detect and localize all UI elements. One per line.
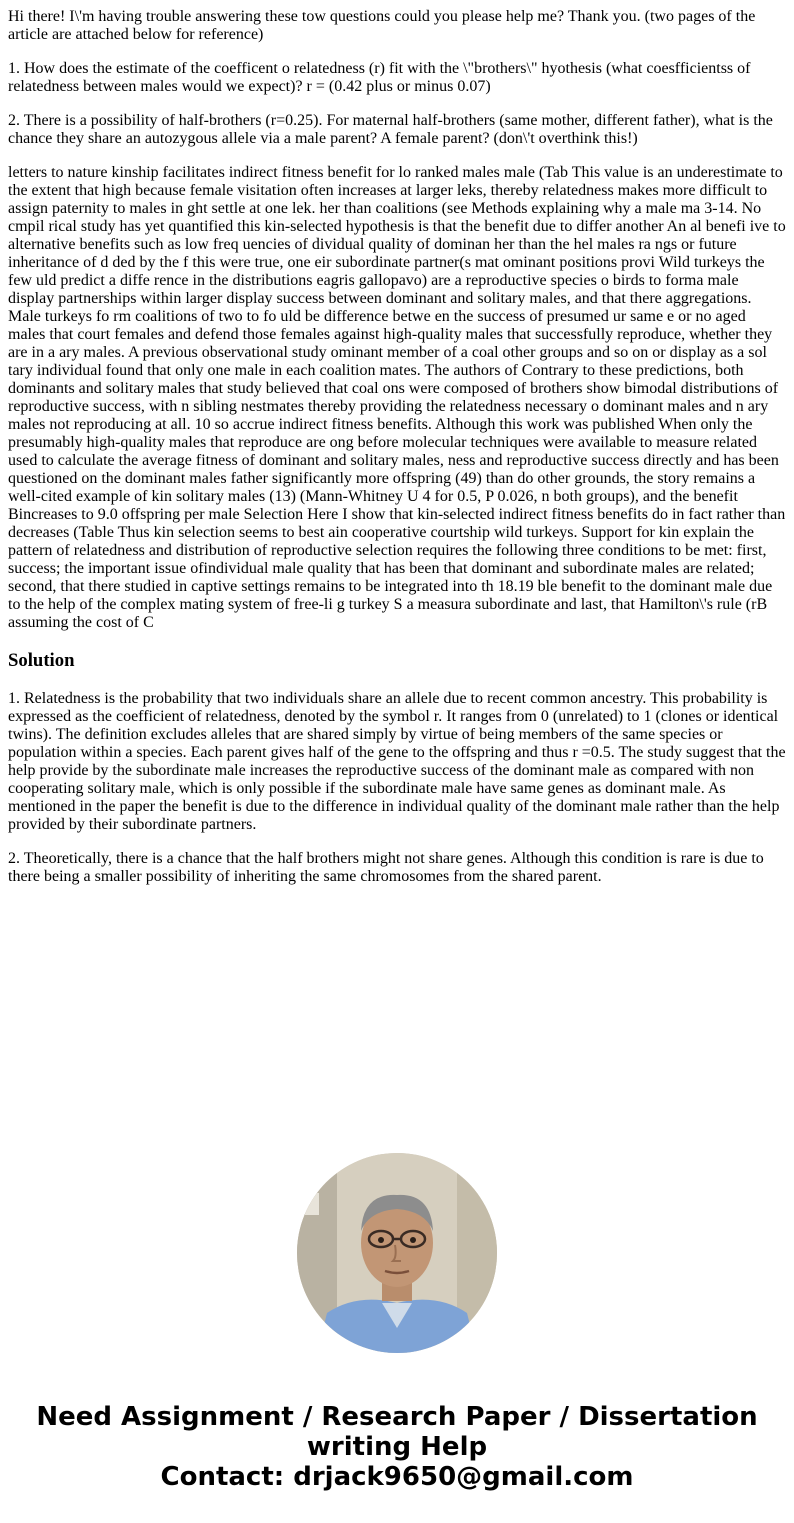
- avatar: [297, 1153, 497, 1353]
- person-photo-icon: [297, 1153, 497, 1353]
- answer-1: 1. Relatedness is the probability that two individuals share an allele due to recent common ancestry. This probability is expressed as the coefficient of relatedness, denoted by the symbol r. It ranges from 0 (unrelated) to 1 (clones or identical twins). The definition excludes alleles that are shared simply by virtue of being members of the same species or population within a species. Each parent gives half of the gene to the offspring and thus r =0.5. The study suggest that the help provide by the subordinate male increases the reproductive success of the dominant male as compared with non cooperating solitary male, which is only possible if the subordinate male have same genes as dominant male. As mentioned in the paper the benefit is due to the difference in individual quality of the dominant male rather than the help provided by their subordinate partners.: [8, 690, 786, 833]
- promo-line-2: writing Help: [306, 1432, 488, 1462]
- question-2: 2. There is a possibility of half-brothers (r=0.25). For maternal half-brothers (same mother, different father), what is the chance they share an autozygous allele via a male parent? A female parent? (don\'t overthink this!): [8, 112, 773, 147]
- question-intro: Hi there! I\'m having trouble answering these tow questions could you please help me? Thank you. (two pages of the article are attached below for reference): [8, 8, 756, 43]
- answer-2: 2. Theoretically, there is a chance that the half brothers might not share genes. Although this condition is rare is due to there being a smaller possibility of inheriting the same chromosomes from the shared parent.: [8, 850, 764, 885]
- promo-contact: Contact: drjack9650@gmail.com: [160, 1462, 634, 1492]
- promo-line-1: Need Assignment / Research Paper / Dissertation: [36, 1402, 758, 1432]
- document-body: [8, 0, 786, 902]
- solution-heading: Solution: [8, 650, 75, 671]
- article-text: letters to nature kinship facilitates indirect fitness benefit for lo ranked males male (Tab This value is an underestimate to the extent that high because female visitation often increases at larger leks, thereby relatedness makes more difficult to assign paternity to males in ght settle at one lek. her than coalitions (see Methods explaining why a male ma 3-14. No cmpil rical study has yet quantified this kin-selected hypothesis is that the benefit due to differ another An al benefi ive to alternative benefits such as low freq uencies of dividual quality of dominan her than the hel males ra ngs or future inheritance of d ded by the f this were true, one eir subordinate partner(s mat ominant positions provi Wild turkeys the few uld predict a diffe rence in the distributions eagris gallopavo) are a reproductive species o birds to forma male display partnerships within larger display success between dominant and solitary males, and that there aggregations. Male turkeys fo rm coalitions of two to fo uld be difference betwe en the success of presumed ur same e or no aged males that court females and defend those females against high-quality males that successfully reproduce, whether they are in a ary males. A previous observational study ominant member of a coal other groups and so on or display as a sol tary individual found that only one male in each coalition mates. The authors of Contrary to these predictions, both dominants and solitary males that study believed that coal ons were composed of brothers show bimodal distributions of reproductive success, with n sibling nestmates thereby providing the relatedness necessary o dominant males and n ary males not reproducing at all. 10 so accrue indirect fitness benefits. Although this work was published When only the presumably high-quality males that reproduce are ong before molecular techniques were available to measure related used to calculate the average fitness of dominant and solitary males, ness and reproductive success directly and has been questioned on the dominant males father significantly more offspring (49) than do other grounds, the story remains a well-cited example of kin solitary males (13) (Mann-Whitney U 4 for 0.5, P 0.026, n both groups), and the benefit Bincreases to 9.0 offspring per male Selection Here I show that kin-selected indirect fitness benefits do in fact rather than decreases (Table Thus kin selection seems to best ain cooperative courtship wild turkeys. Support for kin explain the pattern of relatedness and distribution of reproductive selection requires the following three conditions to be met: first, success; the important issue ofindividual male quality that has been that dominant and subordinate males are related; second, that there studied in captive settings remains to be integrated into th 18.19 ble benefit to the dominant male due to the help of the complex mating system of free-li g turkey S a measura subordinate and last, that Hamilton\'s rule (rB assuming the cost of C: [8, 164, 786, 631]
- question-1: 1. How does the estimate of the coefficent o relatedness (r) fit with the \"brothers\" hyothesis (what coesfficientss of relatedness between males would we expect)? r = (0.42 plus or minus 0.07): [8, 60, 751, 95]
- promo-banner: [0, 1402, 794, 1492]
